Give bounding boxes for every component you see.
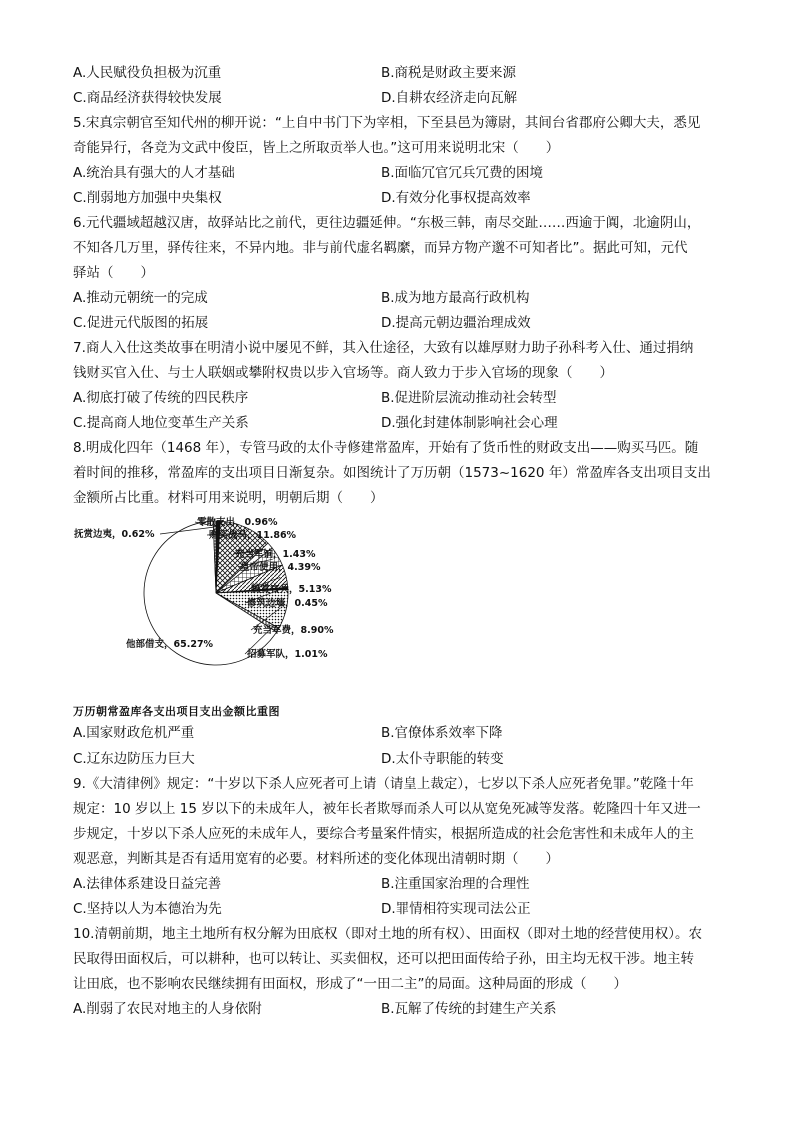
q9-stem-line: 步规定，十岁以下杀人应死的未成年人，要综合考量案件情实，根据所造成的社会危害性和未成年人的主 <box>73 826 694 842</box>
q7-stem-line: 7.商人入仕这类故事在明清小说中屡见不鲜，其入仕途径，大致有以雄厚财力助子孙科考入仕、通过捐纳 <box>73 340 694 356</box>
q5-option-c: C.削弱地方加强中央集权 <box>73 190 222 206</box>
q10-stem-line: 让田底，也不影响农民继续拥有田面权，形成了“一田二主”的局面。这种局面的形成（ ） <box>73 976 627 992</box>
q6-stem-line: 6.元代疆域超越汉唐，故驿站比之前代，更往边疆延伸。“东极三韩，南尽交趾……西逾于阗，北逾阴山， <box>73 215 701 231</box>
q5-stem-line: 5.宋真宗朝官至知代州的柳开说：“上自中书门下为宰相，下至县邑为簿尉，其间台省郡府公卿大夫，悉见 <box>73 115 701 131</box>
pie-label: 他部借支，65.27% <box>126 639 214 650</box>
pie-label: 抚赏边夷，0.62% <box>74 529 155 540</box>
q6-option-b: B.成为地方最高行政机构 <box>381 290 530 306</box>
pie-chart-svg <box>70 513 370 673</box>
q9-option-b: B.注重国家治理的合理性 <box>381 876 530 892</box>
q9-stem-line: 9.《大清律例》规定：“十岁以下杀人应死者可上请（请皇上裁定），七岁以下杀人应死者免罪。”乾隆十年 <box>73 776 694 792</box>
q7-option-c: C.提高商人地位变革生产关系 <box>73 415 249 431</box>
pie-label: 购买战马，11.86% <box>209 530 297 541</box>
q8-option-b: B.官僚体系效率下降 <box>381 725 503 741</box>
pie-label: 零散支出，0.96% <box>197 517 278 528</box>
q9-option-a: A.法律体系建设日益完善 <box>73 876 222 892</box>
q9-stem-line: 观恶意，判断其是否有适用宽宥的必要。材料所述的变化体现出清朝时期（ ） <box>73 851 559 867</box>
q5-option-b: B.面临冗官冗兵冗费的困境 <box>381 165 544 181</box>
q6-option-d: D.提高元朝边疆治理成效 <box>381 315 531 331</box>
pie-chart <box>70 513 370 673</box>
q6-stem-line: 不知各几万里，驿传往来，不异内地。非与前代虚名羁縻，而异方物产邈不可知者比”。据此可知，元代 <box>73 240 688 256</box>
q10-option-b: B.瓦解了传统的封建生产关系 <box>381 1001 557 1017</box>
q9-option-c: C.坚持以人为本德治为先 <box>73 901 222 917</box>
q8-stem-line: 8.明成化四年（1468 年），专管马政的太仆寺修建常盈库，开始有了货币性的财政支出——购买马匹。随 <box>73 440 699 456</box>
q7-option-d: D.强化封建体制影响社会心理 <box>381 415 558 431</box>
q10-option-a: A.削弱了农民对地主的人身依附 <box>73 1001 262 1017</box>
pie-label: 皇帝使用，4.39% <box>240 562 321 573</box>
q9-stem-line: 规定：10 岁以上 15 岁以下的未成年人，被年长者欺辱而杀人可以从宽免死减等发落。乾隆四十年又进一 <box>73 801 701 817</box>
q4-option-c: C.商品经济获得较快发展 <box>73 90 222 106</box>
q8-option-d: D.太仆寺职能的转变 <box>381 751 504 767</box>
pie-label: 充当军饷，1.43% <box>235 549 316 560</box>
q4-option-b: B.商税是财政主要来源 <box>381 65 517 81</box>
q7-option-a: A.彻底打破了传统的四民秩序 <box>73 390 249 406</box>
q8-stem-line: 着时间的推移，常盈库的支出项目日渐复杂。如图统计了万历朝（1573~1620 年）常盈库各支出项目支出 <box>73 465 711 481</box>
q5-option-a: A.统治具有强大的人才基础 <box>73 165 235 181</box>
q8-stem-line: 金额所占比重。材料可用来说明，明朝后期（ ） <box>73 490 384 506</box>
q4-option-a: A.人民赋役负担极为沉重 <box>73 65 222 81</box>
chart-caption: 万历朝常盈库各支出项目支出金额比重图 <box>73 705 280 718</box>
pie-label: 充当军费，8.90% <box>253 625 334 636</box>
q7-option-b: B.促进阶层流动推动社会转型 <box>381 390 557 406</box>
q4-option-d: D.自耕农经济走向瓦解 <box>381 90 518 106</box>
pie-label: 修筑边墙，0.45% <box>247 598 328 609</box>
pie-label: 犒赏官兵，5.13% <box>251 584 332 595</box>
q9-option-d: D.罪情相符实现司法公正 <box>381 901 531 917</box>
q10-stem-line: 民取得田面权后，可以耕种，也可以转让、买卖佃权，还可以把田面传给子孙，田主均无权干涉。地主转 <box>73 951 694 967</box>
q6-stem-line: 驿站（ ） <box>73 265 154 281</box>
q8-option-c: C.辽东边防压力巨大 <box>73 751 195 767</box>
q6-option-a: A.推动元朝统一的完成 <box>73 290 208 306</box>
q5-stem-line: 奇能异行，各竞为文武中俊臣，皆上之所取贡举人也。”这可用来说明北宋（ ） <box>73 140 560 156</box>
q6-option-c: C.促进元代版图的拓展 <box>73 315 209 331</box>
q7-stem-line: 钱财买官入仕、与士人联姻或攀附权贵以步入官场等。商人致力于步入官场的现象（ ） <box>73 365 613 381</box>
q10-stem-line: 10.清朝前期，地主土地所有权分解为田底权（即对土地的所有权）、田面权（即对土地的经营使用权）。农 <box>73 926 702 942</box>
q8-option-a: A.国家财政危机严重 <box>73 725 195 741</box>
q5-option-d: D.有效分化事权提高效率 <box>381 190 531 206</box>
pie-label: 招募军队，1.01% <box>247 649 328 660</box>
